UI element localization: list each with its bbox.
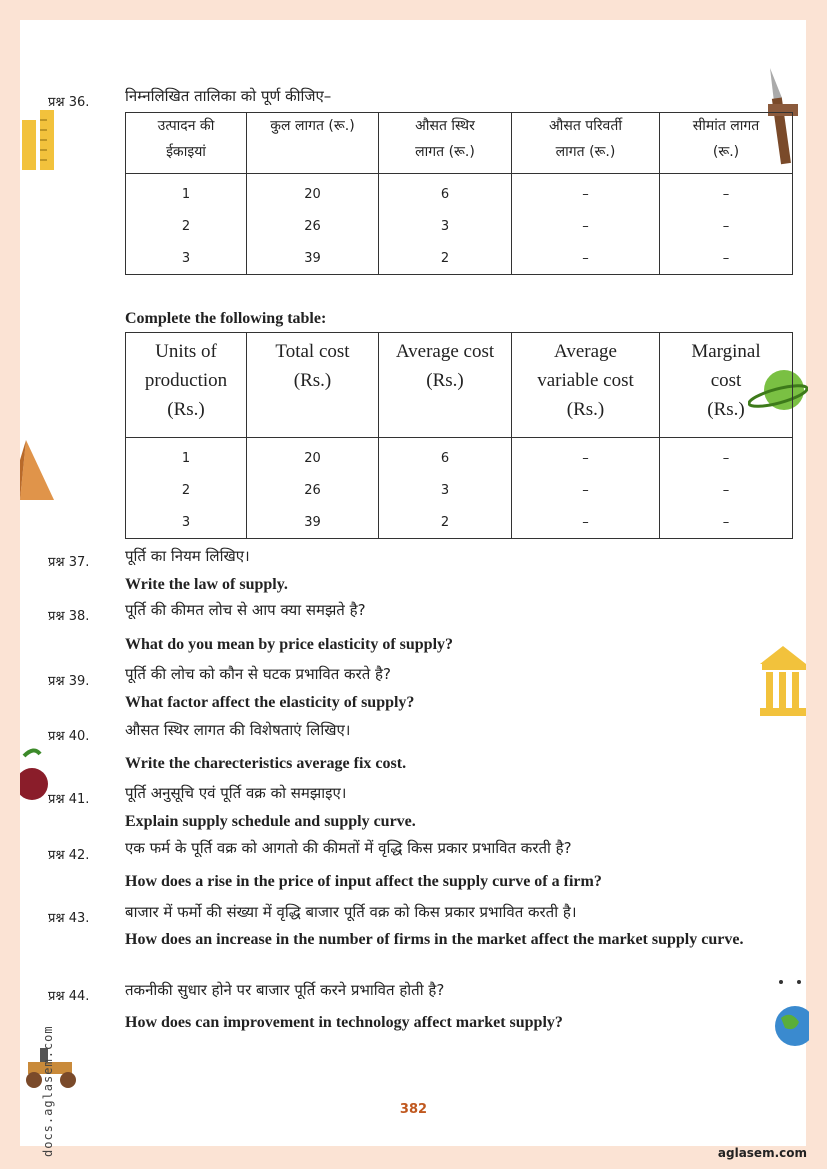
question-number: प्रश्न 38.: [48, 609, 90, 624]
english-col-header-line: Average cost: [395, 341, 495, 362]
hindi-col-header-line: (रू.): [712, 144, 740, 160]
english-col-header-line: Units of: [155, 341, 217, 362]
question-hindi: पूर्ति का नियम लिखिए।: [125, 547, 250, 565]
hindi-col-header-line: उत्पादन की: [157, 118, 215, 134]
question-hindi: तकनीकी सुधार होने पर बाजार पूर्ति करने प्रभावित होती है?: [125, 981, 445, 999]
hindi-cost-table: [125, 112, 793, 275]
question-english: What factor affect the elasticity of supply?: [125, 694, 415, 711]
hindi-col-header-line: लागत (रू.): [415, 144, 475, 160]
question-english: How does an increase in the number of firms in the market affect the market supply curve.: [125, 931, 744, 948]
english-col-header-line: production: [144, 370, 228, 391]
table-cell: 3: [126, 242, 247, 275]
question-english: Write the charecteristics average fix cost.: [125, 755, 407, 772]
question-english: Write the law of supply.: [125, 576, 288, 593]
table-cell: –: [660, 474, 793, 506]
english-col-header-2: [379, 333, 512, 438]
question-hindi: एक फर्म के पूर्ति वक्र को आगतो की कीमतों में वृद्धि किस प्रकार प्रभावित करती है?: [125, 839, 572, 857]
table-cell: –: [660, 174, 793, 211]
hindi-col-header-0: [126, 113, 247, 174]
table-row: [126, 242, 793, 275]
table-row: [126, 438, 793, 475]
table-cell: 20: [247, 174, 379, 211]
question-number: प्रश्न 40.: [48, 729, 90, 744]
table-row: [126, 506, 793, 539]
table-cell: 1: [126, 174, 247, 211]
table-cell: –: [512, 242, 660, 275]
table-cell: 2: [126, 474, 247, 506]
english-col-header-line: Average: [554, 341, 617, 362]
table-cell: 26: [247, 210, 379, 242]
table-cell: 1: [126, 438, 247, 475]
table-cell: –: [660, 210, 793, 242]
english-col-header-line: (Rs.): [167, 399, 205, 420]
question-english: How does a rise in the price of input affect the supply curve of a firm?: [125, 873, 602, 890]
question-english: Explain supply schedule and supply curve.: [125, 813, 416, 830]
hindi-col-header-line: सीमांत लागत: [692, 118, 760, 134]
hindi-col-header-2: [379, 113, 512, 174]
table-cell: 3: [126, 506, 247, 539]
english-col-header-1: [247, 333, 379, 438]
table-cell: 39: [247, 506, 379, 539]
table-cell: 26: [247, 474, 379, 506]
english-col-header-line: (Rs.): [707, 399, 745, 420]
question-36-english: Complete the following table:: [125, 310, 327, 327]
question-number: प्रश्न 37.: [48, 555, 90, 570]
english-col-header-line: (Rs.): [426, 370, 464, 391]
english-col-header-line: (Rs.): [293, 370, 332, 391]
table-row: [126, 474, 793, 506]
hindi-col-header-4: [660, 113, 793, 174]
side-watermark: docs.aglasem.com: [41, 1025, 55, 1157]
hindi-col-header-line: लागत (रू.): [555, 144, 616, 160]
table-row: [126, 174, 793, 211]
table-cell: 2: [126, 210, 247, 242]
ruler-icon: [20, 110, 60, 170]
table-cell: 6: [379, 438, 512, 475]
page-number: 382: [399, 1102, 428, 1117]
question-number: प्रश्न 42.: [48, 848, 90, 863]
question-hindi: पूर्ति की लोच को कौन से घटक प्रभावित करते है?: [125, 665, 391, 683]
english-col-header-line: variable cost: [537, 370, 634, 391]
table-cell: –: [660, 242, 793, 275]
english-cost-table: [125, 332, 793, 539]
table-cell: 2: [379, 242, 512, 275]
pyramid-icon: [20, 440, 56, 504]
question-number: प्रश्न 44.: [48, 989, 90, 1004]
english-col-header-line: Marginal: [691, 341, 761, 362]
english-col-header-line: cost: [710, 370, 742, 391]
question-hindi: पूर्ति की कीमत लोच से आप क्या समझते है?: [125, 601, 366, 619]
hindi-col-header-line: औसत स्थिर: [415, 118, 475, 134]
question-number-36: प्रश्न 36.: [48, 95, 90, 110]
question-hindi: औसत स्थिर लागत की विशेषताएं लिखिए।: [125, 721, 351, 739]
table-cell: 6: [379, 174, 512, 211]
hindi-col-header-3: [512, 113, 660, 174]
table-cell: 39: [247, 242, 379, 275]
table-row: [126, 210, 793, 242]
question-hindi: बाजार में फर्मो की संख्या में वृद्धि बाजार पूर्ति वक्र को किस प्रकार प्रभावित करती है।: [125, 903, 577, 921]
table-cell: 3: [379, 210, 512, 242]
english-col-header-3: [512, 333, 660, 438]
english-col-header-0: [126, 333, 247, 438]
question-number: प्रश्न 39.: [48, 674, 90, 689]
english-col-header-line: (Rs.): [566, 399, 605, 420]
question-hindi: पूर्ति अनुसूचि एवं पूर्ति वक्र को समझाइए।: [125, 784, 347, 802]
question-number: प्रश्न 43.: [48, 911, 90, 926]
hindi-col-header-1: [247, 113, 379, 174]
table-cell: –: [512, 474, 660, 506]
question-36-hindi: निम्नलिखित तालिका को पूर्ण कीजिए–: [125, 87, 332, 105]
table-cell: –: [512, 506, 660, 539]
hindi-col-header-line: कुल लागत (रू.): [270, 118, 355, 134]
hindi-col-header-line: ईकाइयां: [166, 144, 206, 160]
question-english: What do you mean by price elasticity of supply?: [125, 636, 454, 653]
footer-site: aglasem.com: [717, 1146, 807, 1160]
table-cell: –: [512, 174, 660, 211]
table-cell: 2: [379, 506, 512, 539]
table-cell: 3: [379, 474, 512, 506]
table-cell: –: [512, 210, 660, 242]
table-cell: –: [512, 438, 660, 475]
table-cell: –: [660, 506, 793, 539]
question-number: प्रश्न 41.: [48, 792, 90, 807]
hindi-col-header-line: औसत परिवर्ती: [549, 118, 622, 134]
question-english: How does can improvement in technology affect market supply?: [125, 1014, 563, 1031]
english-col-header-line: Total cost: [275, 341, 350, 362]
table-cell: –: [660, 438, 793, 475]
english-col-header-4: [660, 333, 793, 438]
table-cell: 20: [247, 438, 379, 475]
